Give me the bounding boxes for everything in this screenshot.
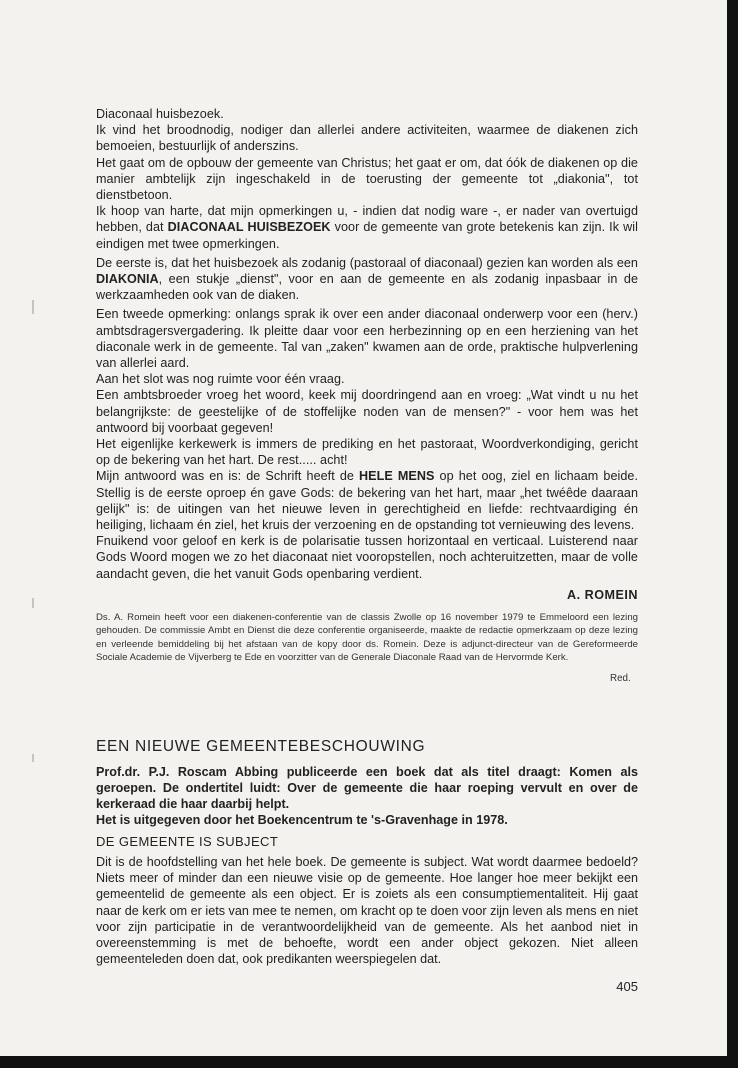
paragraph <box>96 203 638 252</box>
paragraph: Fnuikend voor geloof en kerk is de polarisatie tussen horizontaal en verticaal. Luisterend naar Gods Woord mogen we zo het diaconaat niet vooropstellen, noch achteruitzetten, maar de volle aandacht geven, die het vanuit Gods openbaring verdient. <box>96 534 638 581</box>
text-run: Ik hoop van harte, dat mijn opmerkingen u, - indien dat nodig ware -, er nader van overtuigd hebben, dat <box>96 204 638 235</box>
intro-paragraph: Prof.dr. P.J. Roscam Abbing publiceerde een boek dat als titel draagt: Komen als geroepen. De ondertitel luidt: Over de gemeente die haar roeping vervult en over de kerkeraad die haar daarbij helpt. <box>96 765 638 811</box>
paragraph: Diaconaal huisbezoek. <box>96 107 224 121</box>
text-run: voor de gemeente van grote betekenis kan zijn. Ik wil eindigen met twee opmerkingen. <box>96 220 638 251</box>
section-body <box>96 854 638 967</box>
scan-border-right <box>727 0 738 1068</box>
text-run: Mijn antwoord was en is: de Schrift heeft de <box>96 469 360 484</box>
scan-mark <box>32 598 34 608</box>
paragraph: Ik vind het broodnodig, nodiger dan allerlei andere activiteiten, waarmee de diakenen zich bemoeien, bestuurlijk of anderszins. <box>96 123 638 154</box>
scan-mark <box>32 754 34 762</box>
paragraph: Het gaat om de opbouw der gemeente van Christus; het gaat er om, dat óók de diakenen op die manier ambtelijk zijn ingeschakeld in de toerusting der gemeente tot „diakonia", tot dienstbetoon. <box>96 155 638 203</box>
page-number: 405 <box>616 979 638 994</box>
paragraph: Dit is de hoofdstelling van het hele boek. De gemeente is subject. Wat wordt daarmee bedoeld? Niets meer of minder dan een nieuwe visie op de gemeente. Hoe langer hoe meer bekijkt een gemeentelid de gemeente als een object. Er is zoiets als een consumptiementaliteit. Hij gaat naar de kerk om er iets van mee te nemen, om kracht op te doen voor zijn leven als mens en niet voor zijn participatie in de verantwoordelijkheid van de gemeente. Als het aanbod niet in overeenstemming is met de behoefte, wordt een ander object gekozen. Niet alleen gemeenteleden doen dat, ook predikanten weerspiegelen dat. <box>96 855 638 967</box>
emphasis: DIACONAAL HUISBEZOEK <box>167 220 331 235</box>
scan-mark <box>32 300 34 314</box>
text-run: De eerste is, dat het huisbezoek als zodanig (pastoraal of diaconaal) gezien kan worden als een <box>96 255 638 270</box>
editorial-note-sign: Red. <box>610 673 631 684</box>
editorial-note: Ds. A. Romein heeft voor een diakenen-conferentie van de classis Zwolle op 16 november 1979 te Emmeloord een lezing gehouden. De commissie Ambt en Dienst die deze conferentie organiseerde, maakte de redactie opmerkzaam op deze lezing en verleende bemiddeling bij het afstaan van de kopy door ds. Romein. Deze is adjunct-directeur van de Gereformeerde Sociale Academie de Vijverberg te Ede en voorzitter van de Generale Diaconale Raad van de Hervormde Kerk. <box>96 612 638 663</box>
paragraph <box>96 255 638 304</box>
text-run: , een stukje „dienst", voor en aan de gemeente en als zodanig inpasbaar in de werkzaamheden ook van de diaken. <box>96 272 638 303</box>
article-body <box>96 106 638 582</box>
paragraph <box>96 468 638 533</box>
paragraph: Een ambtsbroeder vroeg het woord, keek mij doordringend aan en vroeg: „Wat vindt u nu het belangrijkste: de geestelijke of de stoffelijke noden van de mensen?" - voor hem was het antwoord bij voorbaat gegeven! <box>96 388 638 435</box>
author-signature: A. ROMEIN <box>567 588 638 602</box>
paragraph: Een tweede opmerking: onlangs sprak ik over een ander diaconaal onderwerp voor een (herv.) ambtsdragersvergadering. Ik pleitte daar voor een herbezinning op en een herziening van het diaconale werk in de gemeente. Tal van „zaken" kwamen aan de orde, praktische hulpverlening van allerlei aard. <box>96 307 638 371</box>
paragraph: Aan het slot was nog ruimte voor één vraag. <box>96 372 345 387</box>
section-subheading: DE GEMEENTE IS SUBJECT <box>96 834 279 849</box>
emphasis: HELE MENS <box>359 469 435 484</box>
scan-border-bottom <box>0 1056 738 1068</box>
article-intro <box>96 764 638 828</box>
paragraph: Het eigenlijke kerkewerk is immers de prediking en het pastoraat, Woordverkondiging, gericht op de bekering van het hart. De rest..... acht! <box>96 437 638 468</box>
article-heading: EEN NIEUWE GEMEENTEBESCHOUWING <box>96 738 426 755</box>
intro-paragraph: Het is uitgegeven door het Boekencentrum te 's-Gravenhage in 1978. <box>96 813 508 827</box>
emphasis: DIAKONIA <box>96 272 159 287</box>
text-run: op het oog, ziel en lichaam beide. Stellig is de eerste oproep én gave Gods: de bekering van het hart, maar „het twéêde daaraan gelijk" is: de uitingen van het nieuwe leven in gerechtigheid en liefde: rechtvaardiging én heiliging, lichaam én ziel, het kruis der verzoening en de opstanding tot vernieuwing des levens. <box>96 469 639 533</box>
